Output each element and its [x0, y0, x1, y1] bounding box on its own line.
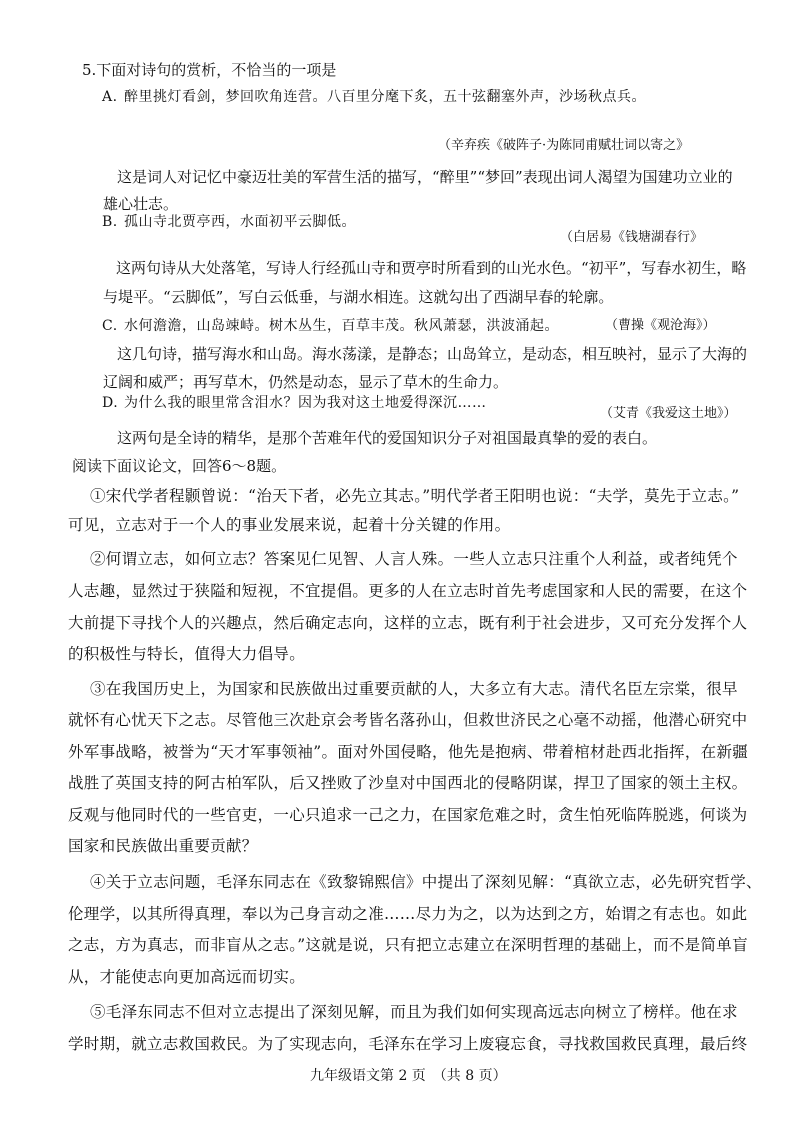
option-d-source: （艾青《我爱这土地》）	[600, 406, 737, 421]
option-b-label: B.	[102, 214, 118, 230]
essay-line: 从，才能使志向更加高远而切实。	[68, 968, 306, 986]
essay-line: ⑤毛泽东同志不但对立志提出了深刻见解，而且为我们如何实现高远志向树立了榜样。他在求	[90, 1003, 738, 1021]
option-d-poem: 为什么我的眼里常含泪水？因为我对这土地爱得深沉……	[124, 395, 487, 411]
option-d-analysis-line-1: 这两句是全诗的精华，是那个苦难年代的爱国知识分子对祖国最真挚的爱的表白。	[117, 429, 658, 447]
option-a-analysis-line-1: 这是词人对记忆中豪迈壮美的军营生活的描写，“醉里”“梦回”表现出词人渴望为国建功立业的	[117, 168, 733, 186]
essay-line: 战胜了英国支持的阿古柏军队，后又挫败了沙皇对中国西北的侵略阴谋，捍卫了国家的领土主权。	[68, 774, 748, 792]
option-b-analysis-line-1: 这两句诗从大处落笔，写诗人行经孤山寺和贾亭时所看到的山光水色。“初平”，写春水初生，略	[116, 259, 747, 277]
essay-line: 反观与他同时代的一些官吏，一心只追求一己之力，在国家危难之时，贪生怕死临阵脱逃，何谈为	[68, 806, 748, 824]
option-b-analysis-line-2: 与堤平。“云脚低”，写白云低垂，与湖水相连。这就勾出了西湖早春的轮廓。	[103, 288, 614, 306]
option-c-source: （曹操《观沧海》）	[605, 318, 716, 333]
essay-line: ①宋代学者程颢曾说：“治天下者，必先立其志。”明代学者王阳明也说：“夫学，莫先于立志。”	[90, 487, 740, 505]
option-a-analysis-line-2: 雄心壮志。	[103, 195, 179, 213]
option-c-label: C.	[102, 318, 118, 334]
essay-line: 学时期，就立志救国救民。为了实现志向，毛泽东在学习上废寝忘食，寻找救国救民真理，最后终	[68, 1035, 748, 1053]
option-a-poem: 醉里挑灯看剑，梦回吹角连营。八百里分麾下炙，五十弦翻塞外声，沙场秋点兵。	[124, 89, 646, 105]
page-footer: 九年级语文第 2 页 （共 8 页）	[310, 1068, 507, 1084]
essay-line: 的积极性与特长，值得大力倡导。	[68, 645, 306, 663]
option-d-label: D.	[102, 395, 119, 411]
essay-line: 外军事战略，被誉为“天才军事领袖”。面对外国侵略，他先是抱病、带着棺材赴西北指挥，在新疆	[68, 743, 749, 761]
option-b-source: （白居易《钱塘湖春行》	[560, 230, 704, 245]
option-b-poem: 孤山寺北贾亭西，水面初平云脚低。	[124, 214, 356, 230]
essay-line: ②何谓立志，如何立志？答案见仁见智、人言人殊。一些人立志只注重个人利益，或者纯凭个	[90, 550, 738, 568]
essay-line: ④关于立志问题，毛泽东同志在《致黎锦熙信》中提出了深刻见解：“真欲立志，必先研究哲学、	[90, 873, 762, 891]
option-a-label: A.	[102, 89, 118, 105]
option-a-source: （辛弃疾《破阵子·为陈同甫赋壮词以寄之》	[438, 138, 690, 153]
option-c-analysis-line-2: 辽阔和威严；再写草木，仍然是动态，显示了草木的生命力。	[103, 373, 509, 391]
essay-line: 伦理学，以其所得真理，奉以为己身言动之准……尽力为之，以为达到之方，始谓之有志也。如此	[68, 905, 748, 923]
essay-line: 之志，方为真志，而非盲从之志。”这就是说，只有把立志建立在深明哲理的基础上，而不是简单盲	[68, 936, 748, 954]
reading-prompt: 阅读下面议论文，回答6～8题。	[72, 457, 287, 475]
essay-line: 大前提下寻找个人的兴趣点，然后确定志向，这样的立志，既有利于社会进步，又可充分发挥个人	[68, 614, 748, 632]
essay-line: 国家和民族做出重要贡献？	[68, 837, 258, 855]
essay-line: 人志趣，显然过于狭隘和短视，不宜提倡。更多的人在立志时首先考虑国家和人民的需要，在这个	[68, 582, 748, 600]
option-c-poem: 水何澹澹，山岛竦峙。树木丛生，百草丰茂。秋风萧瑟，洪波涌起。	[124, 318, 559, 334]
option-c-analysis-line-1: 这几句诗，描写海水和山岛。海水荡漾，是静态；山岛耸立，是动态，相互映衬，显示了大海的	[117, 345, 748, 363]
essay-line: ③在我国历史上，为国家和民族做出过重要贡献的人，大多立有大志。清代名臣左宗棠，很早	[90, 680, 738, 698]
essay-line: 就怀有心忧天下之志。尽管他三次赴京会考皆名落孙山，但救世济民之心毫不动摇，他潜心研究中	[68, 711, 748, 729]
question-5-stem: 5.下面对诗句的赏析，不恰当的一项是	[82, 61, 337, 79]
essay-line: 可见，立志对于一个人的事业发展来说，起着十分关键的作用。	[68, 516, 511, 534]
